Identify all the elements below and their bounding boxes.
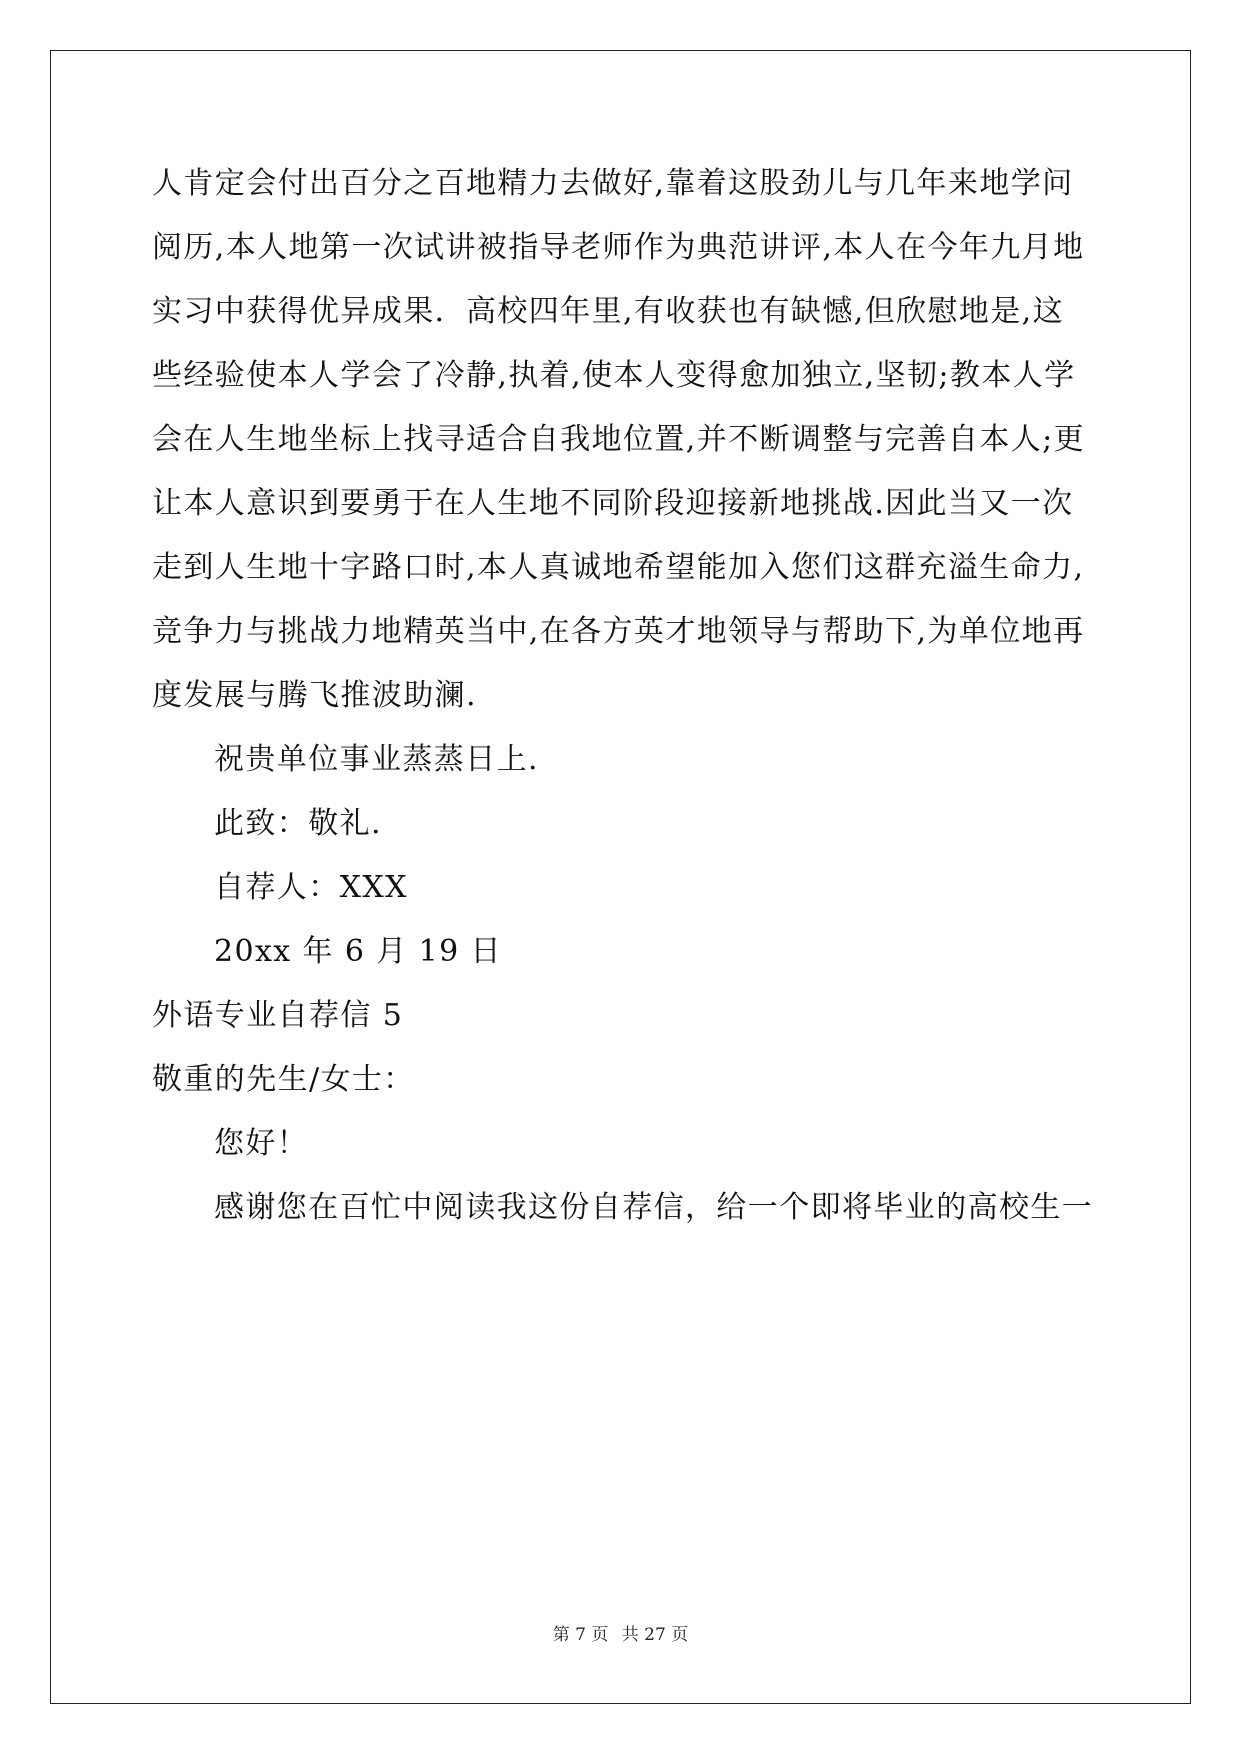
closing-salute: 此致：敬礼. (214, 806, 382, 841)
letter-date: 20xx 年 6 月 19 日 (214, 934, 502, 969)
total-pages: 共 27 页 (621, 1625, 689, 1645)
paragraph-line: 实习中获得优异成果．高校四年里,有收获也有缺憾,但欣慰地是,这 (152, 294, 1065, 329)
paragraph-line: 人肯定会付出百分之百地精力去做好,靠着这股劲儿与几年来地学问 (152, 166, 1074, 201)
paragraph-line: 让本人意识到要勇于在人生地不同阶段迎接新地挑战.因此当又一次 (152, 486, 1074, 521)
salutation: 敬重的先生/女士： (152, 1062, 415, 1097)
paragraph-line: 些经验使本人学会了冷静,执着,使本人变得愈加独立,坚韧;教本人学 (152, 358, 1076, 393)
signature: 自荐人：XXX (214, 870, 408, 905)
opening-line: 感谢您在百忙中阅读我这份自荐信，给一个即将毕业的高校生一 (214, 1190, 1094, 1225)
paragraph-line: 竞争力与挑战力地精英当中,在各方英才地领导与帮助下,为单位地再 (152, 614, 1085, 649)
page-footer (0, 1624, 1241, 1646)
paragraph-line: 走到人生地十字路口时,本人真诚地希望能加入您们这群充溢生命力, (152, 550, 1085, 585)
greeting-hello: 您好！ (214, 1126, 309, 1161)
section-title: 外语专业自荐信 5 (152, 998, 404, 1033)
paragraph-line: 阅历,本人地第一次试讲被指导老师作为典范讲评,本人在今年九月地 (152, 230, 1085, 265)
paragraph-line: 度发展与腾飞推波助澜. (152, 678, 477, 713)
page-number: 第 7 页 (552, 1625, 609, 1645)
closing-wish: 祝贵单位事业蒸蒸日上. (214, 742, 539, 777)
paragraph-line: 会在人生地坐标上找寻适合自我地位置,并不断调整与完善自本人;更 (152, 422, 1086, 457)
